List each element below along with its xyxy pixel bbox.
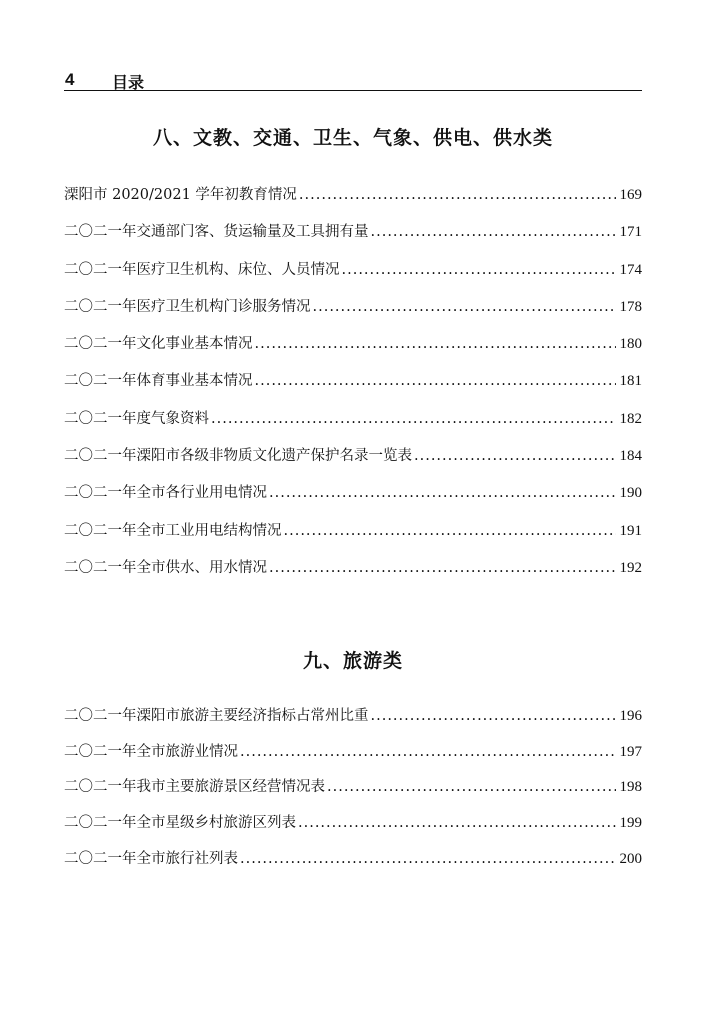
toc-list <box>64 704 642 882</box>
toc-entry-title: 二〇二一年度气象资料 <box>64 410 209 427</box>
toc-entry[interactable] <box>64 295 642 332</box>
toc-entry[interactable] <box>64 258 642 295</box>
toc-entry-title: 二〇二一年全市旅行社列表 <box>64 850 238 867</box>
toc-entry[interactable] <box>64 407 642 444</box>
header-title: 目录 <box>112 73 145 92</box>
toc-entry-page: 181 <box>619 373 642 390</box>
toc-entry[interactable] <box>64 183 642 220</box>
dot-leader <box>269 485 616 501</box>
toc-entry-title: 二〇二一年全市工业用电结构情况 <box>64 522 282 539</box>
dot-leader <box>371 224 616 240</box>
dot-leader <box>371 708 616 724</box>
dot-leader <box>255 373 616 389</box>
toc-entry-page: 190 <box>619 485 642 502</box>
dot-leader <box>327 779 616 795</box>
toc-entry-title: 二〇二一年我市主要旅游景区经营情况表 <box>64 779 325 796</box>
toc-entry-page: 174 <box>619 261 642 278</box>
toc-entry-title: 二〇二一年交通部门客、货运输量及工具拥有量 <box>64 224 369 241</box>
dot-leader <box>269 560 616 576</box>
toc-entry-page: 184 <box>619 448 642 465</box>
toc-entry-title: 二〇二一年溧阳市各级非物质文化遗产保护名录一览表 <box>64 448 412 465</box>
toc-entry-page: 180 <box>619 336 642 353</box>
toc-entry-title: 二〇二一年全市各行业用电情况 <box>64 485 267 502</box>
toc-entry-page: 200 <box>619 850 642 867</box>
dot-leader <box>240 744 616 760</box>
page-number: 4 <box>65 70 75 89</box>
toc-entry[interactable] <box>64 332 642 369</box>
toc-entry-title: 二〇二一年溧阳市旅游主要经济指标占常州比重 <box>64 708 369 724</box>
toc-entry-title: 二〇二一年文化事业基本情况 <box>64 336 253 353</box>
toc-entry[interactable] <box>64 369 642 406</box>
toc-entry[interactable] <box>64 847 642 883</box>
toc-entry-title: 二〇二一年全市星级乡村旅游区列表 <box>64 815 296 832</box>
dot-leader <box>255 336 616 352</box>
toc-entry-title: 二〇二一年医疗卫生机构、床位、人员情况 <box>64 261 340 278</box>
dot-leader <box>211 411 616 427</box>
section-title: 八、文教、交通、卫生、气象、供电、供水类 <box>152 127 553 149</box>
toc-entry[interactable] <box>64 444 642 481</box>
toc-entry[interactable] <box>64 519 642 556</box>
toc-entry-page: 178 <box>619 298 642 315</box>
section-title: 九、旅游类 <box>302 650 403 672</box>
toc-entry[interactable] <box>64 556 642 593</box>
toc-entry[interactable] <box>64 811 642 847</box>
toc-entry[interactable] <box>64 775 642 811</box>
toc-entry[interactable] <box>64 481 642 518</box>
toc-entry[interactable] <box>64 740 642 776</box>
page-header <box>64 70 642 91</box>
toc-entry-page: 191 <box>619 522 642 539</box>
toc-entry-page: 198 <box>619 779 642 796</box>
toc-entry-page: 171 <box>619 224 642 241</box>
toc-entry-page: 169 <box>619 187 642 203</box>
toc-entry-page: 182 <box>619 410 642 427</box>
dot-leader <box>298 815 616 831</box>
toc-entry-title: 溧阳市 2020/2021 学年初教育情况 <box>64 187 297 203</box>
toc-entry-page: 196 <box>619 708 642 724</box>
dot-leader <box>313 299 616 315</box>
dot-leader <box>342 262 616 278</box>
toc-entry[interactable] <box>64 704 642 740</box>
dot-leader <box>299 187 616 203</box>
dot-leader <box>284 523 616 539</box>
toc-entry-title: 二〇二一年体育事业基本情况 <box>64 373 253 390</box>
toc-entry-page: 199 <box>619 815 642 832</box>
toc-entry-title: 二〇二一年医疗卫生机构门诊服务情况 <box>64 298 311 315</box>
toc-entry-title: 二〇二一年全市供水、用水情况 <box>64 559 267 576</box>
toc-list <box>64 183 642 593</box>
toc-entry[interactable] <box>64 220 642 257</box>
dot-leader <box>240 851 616 867</box>
dot-leader <box>414 448 616 464</box>
toc-entry-page: 192 <box>619 559 642 576</box>
toc-entry-page: 197 <box>619 743 642 760</box>
toc-entry-title: 二〇二一年全市旅游业情况 <box>64 743 238 760</box>
